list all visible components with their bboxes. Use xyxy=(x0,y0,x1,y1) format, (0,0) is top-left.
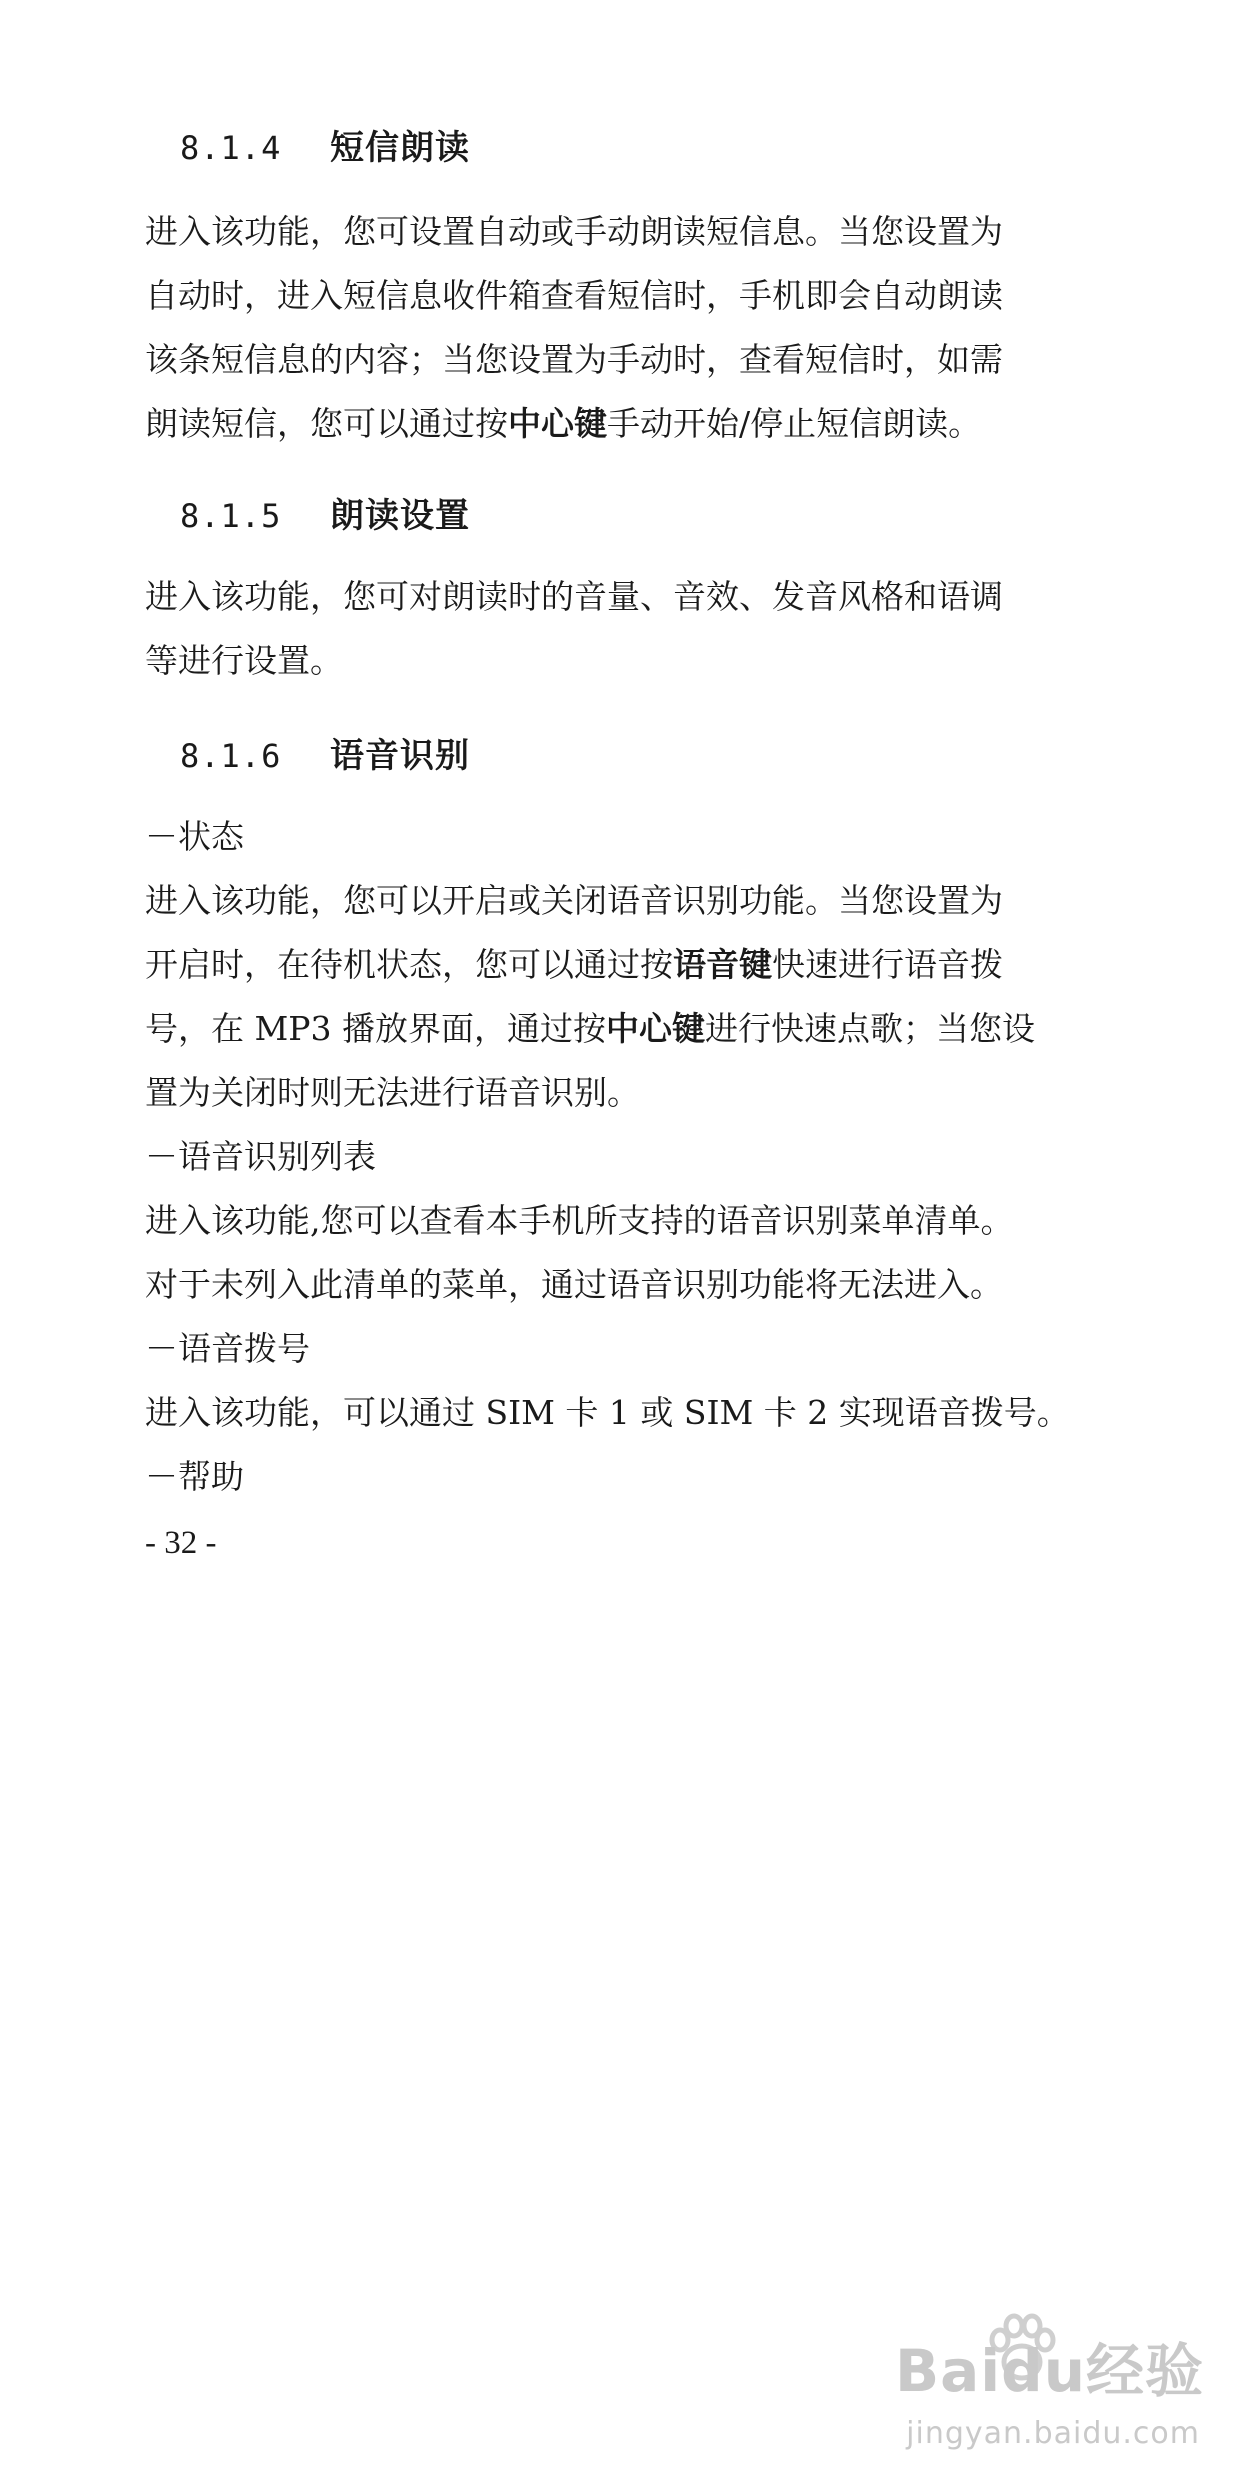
section-heading-8-1-6 xyxy=(180,728,470,777)
paragraph-line: 进入该功能,您可以查看本手机所支持的语音识别菜单清单。 xyxy=(145,1201,1014,1240)
paragraph-line: 置为关闭时则无法进行语音识别。 xyxy=(145,1073,640,1112)
paragraph-line: 开启时，在待机状态，您可以通过按语音键快速进行语音拨 xyxy=(145,945,1003,984)
paragraph-line: 进入该功能，您可对朗读时的音量、音效、发音风格和语调 xyxy=(145,577,1003,616)
paragraph-line: 对于未列入此清单的菜单，通过语音识别功能将无法进入。 xyxy=(145,1265,1003,1304)
paragraph-line: 进入该功能，您可以开启或关闭语音识别功能。当您设置为 xyxy=(145,881,1003,920)
paragraph-line: 等进行设置。 xyxy=(145,641,343,680)
section-title: 朗读设置 xyxy=(330,496,470,536)
section-heading-8-1-5 xyxy=(180,488,470,537)
section-title: 语音识别 xyxy=(330,736,470,776)
key-name-center: 中心键 xyxy=(508,404,607,443)
key-name-voice: 语音键 xyxy=(673,945,772,984)
baidu-watermark xyxy=(874,2324,1204,2464)
subsection-label-dial: －语音拨号 xyxy=(145,1329,310,1368)
subsection-label-help: －帮助 xyxy=(145,1457,244,1496)
paragraph-line: 号，在 MP3 播放界面，通过按中心键进行快速点歌；当您设 xyxy=(145,1009,1035,1048)
section-number: 8.1.4 xyxy=(180,129,282,167)
paragraph-line: 进入该功能，可以通过 SIM 卡 1 或 SIM 卡 2 实现语音拨号。 xyxy=(145,1393,1070,1432)
section-title: 短信朗读 xyxy=(330,128,470,168)
paragraph-line: 朗读短信，您可以通过按中心键手动开始/停止短信朗读。 xyxy=(145,404,982,443)
watermark-logo: Baidu经验 xyxy=(894,2337,1204,2405)
section-body-8-1-5 xyxy=(145,565,1105,693)
section-body-8-1-4 xyxy=(145,200,1105,456)
subsection-label-list: －语音识别列表 xyxy=(145,1137,376,1176)
paragraph-line: 自动时，进入短信息收件箱查看短信时，手机即会自动朗读 xyxy=(145,276,1003,315)
paragraph-line: 该条短信息的内容；当您设置为手动时，查看短信时，如需 xyxy=(145,340,1003,379)
section-heading-8-1-4 xyxy=(180,120,470,169)
section-number: 8.1.6 xyxy=(180,737,282,775)
watermark-url: jingyan.baidu.com xyxy=(906,2416,1200,2451)
subsection-label-status: －状态 xyxy=(145,817,244,856)
section-number: 8.1.5 xyxy=(180,497,282,535)
paragraph-line: 进入该功能，您可设置自动或手动朗读短信息。当您设置为 xyxy=(145,212,1003,251)
page-number: - 32 - xyxy=(145,1525,217,1561)
section-body-8-1-6 xyxy=(145,805,1105,1509)
key-name-center: 中心键 xyxy=(605,1009,705,1048)
